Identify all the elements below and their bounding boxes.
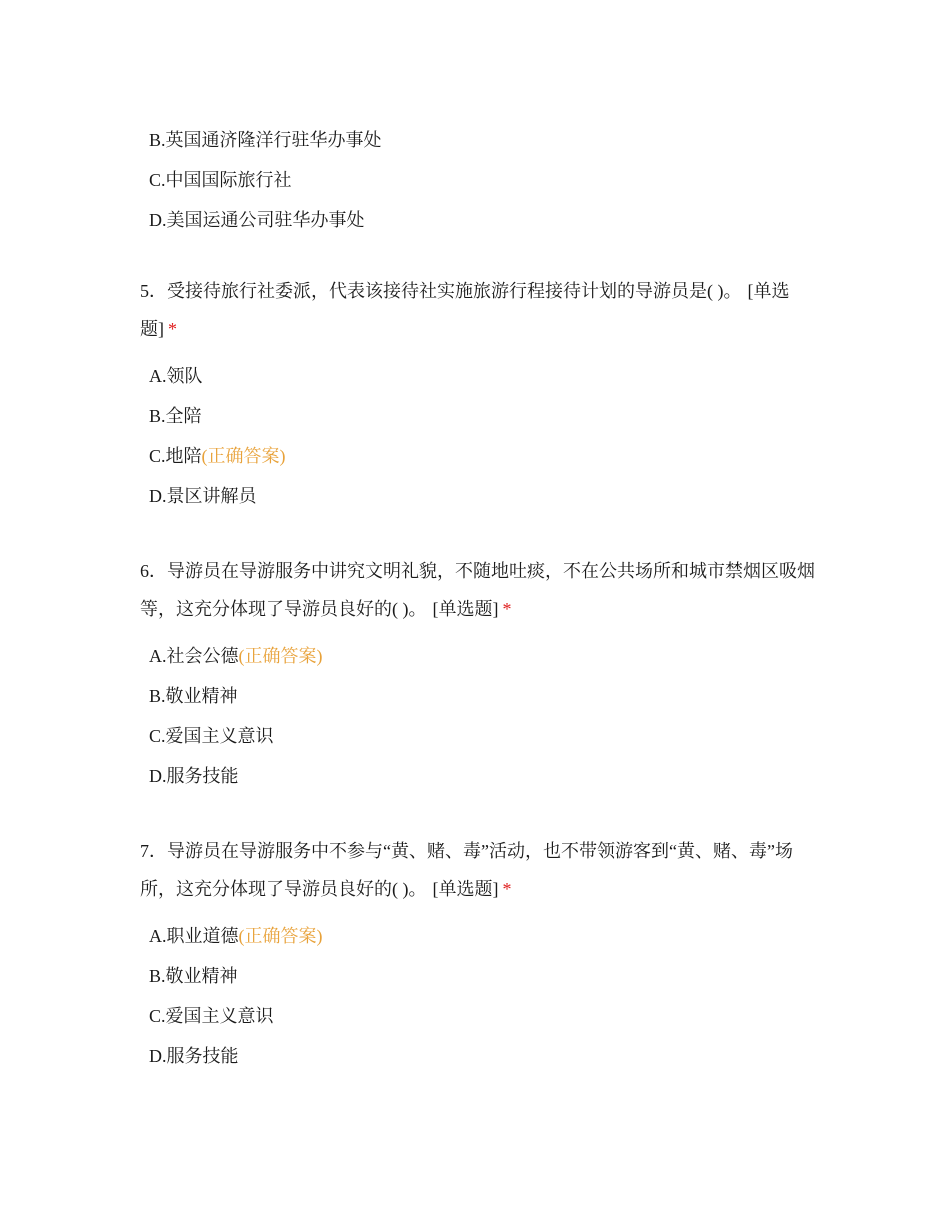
question-stem <box>140 832 820 908</box>
question-5 <box>140 272 820 516</box>
question-4-options-continued <box>149 120 382 240</box>
option-label: B.敬业精神 <box>149 966 238 986</box>
option-b <box>149 396 820 436</box>
option-label: C.爱国主义意识 <box>149 1006 274 1026</box>
question-text: 导游员在导游服务中讲究文明礼貌，不随地吐痰，不在公共场所和城市禁烟区吸烟等，这充分体现了导游员良好的( )。 <box>140 561 815 619</box>
option-list <box>149 916 820 1076</box>
question-number: 6． <box>140 561 167 581</box>
option-list <box>149 356 820 516</box>
option-a <box>149 636 820 676</box>
option-b <box>149 956 820 996</box>
option-label: D.服务技能 <box>149 766 239 786</box>
option-label: C.地陪 <box>149 446 202 466</box>
option-label: D.服务技能 <box>149 1046 239 1066</box>
question-number: 5． <box>140 281 167 301</box>
option-c <box>149 996 820 1036</box>
option-b <box>149 676 820 716</box>
question-type-label: [单选题] <box>432 599 499 619</box>
option-label: A.社会公德 <box>149 646 239 666</box>
option-a <box>149 916 820 956</box>
required-mark: * <box>168 319 177 339</box>
option-d <box>149 476 820 516</box>
option-item <box>149 160 382 200</box>
option-c <box>149 716 820 756</box>
option-label: D.景区讲解员 <box>149 486 257 506</box>
option-label: B.英国通济隆洋行驻华办事处 <box>149 130 382 150</box>
option-list <box>149 636 820 796</box>
question-text: 导游员在导游服务中不参与“黄、赌、毒”活动，也不带领游客到“黄、赌、毒”场所，这充分体现了导游员良好的( )。 <box>140 841 793 899</box>
question-type-label: [单选题] <box>140 281 790 339</box>
question-stem <box>140 272 820 348</box>
option-label: B.全陪 <box>149 406 202 426</box>
option-c <box>149 436 820 476</box>
option-label: C.爱国主义意识 <box>149 726 274 746</box>
option-d <box>149 756 820 796</box>
correct-answer-tag: (正确答案) <box>238 646 323 666</box>
option-d <box>149 1036 820 1076</box>
option-label: C.中国国际旅行社 <box>149 170 292 190</box>
question-number: 7． <box>140 841 167 861</box>
required-mark: * <box>502 879 512 899</box>
option-label: A.职业道德 <box>149 926 239 946</box>
correct-answer-tag: (正确答案) <box>201 446 286 466</box>
option-label: B.敬业精神 <box>149 686 238 706</box>
required-mark: * <box>502 599 512 619</box>
option-item <box>149 120 382 160</box>
question-stem <box>140 552 820 628</box>
question-text: 受接待旅行社委派，代表该接待社实施旅游行程接待计划的导游员是( )。 <box>167 281 742 301</box>
option-item <box>149 200 382 240</box>
question-type-label: [单选题] <box>432 879 499 899</box>
question-7 <box>140 832 820 1076</box>
question-6 <box>140 552 820 796</box>
option-label: A.领队 <box>149 366 203 386</box>
option-label: D.美国运通公司驻华办事处 <box>149 210 365 230</box>
correct-answer-tag: (正确答案) <box>238 926 323 946</box>
option-a <box>149 356 820 396</box>
